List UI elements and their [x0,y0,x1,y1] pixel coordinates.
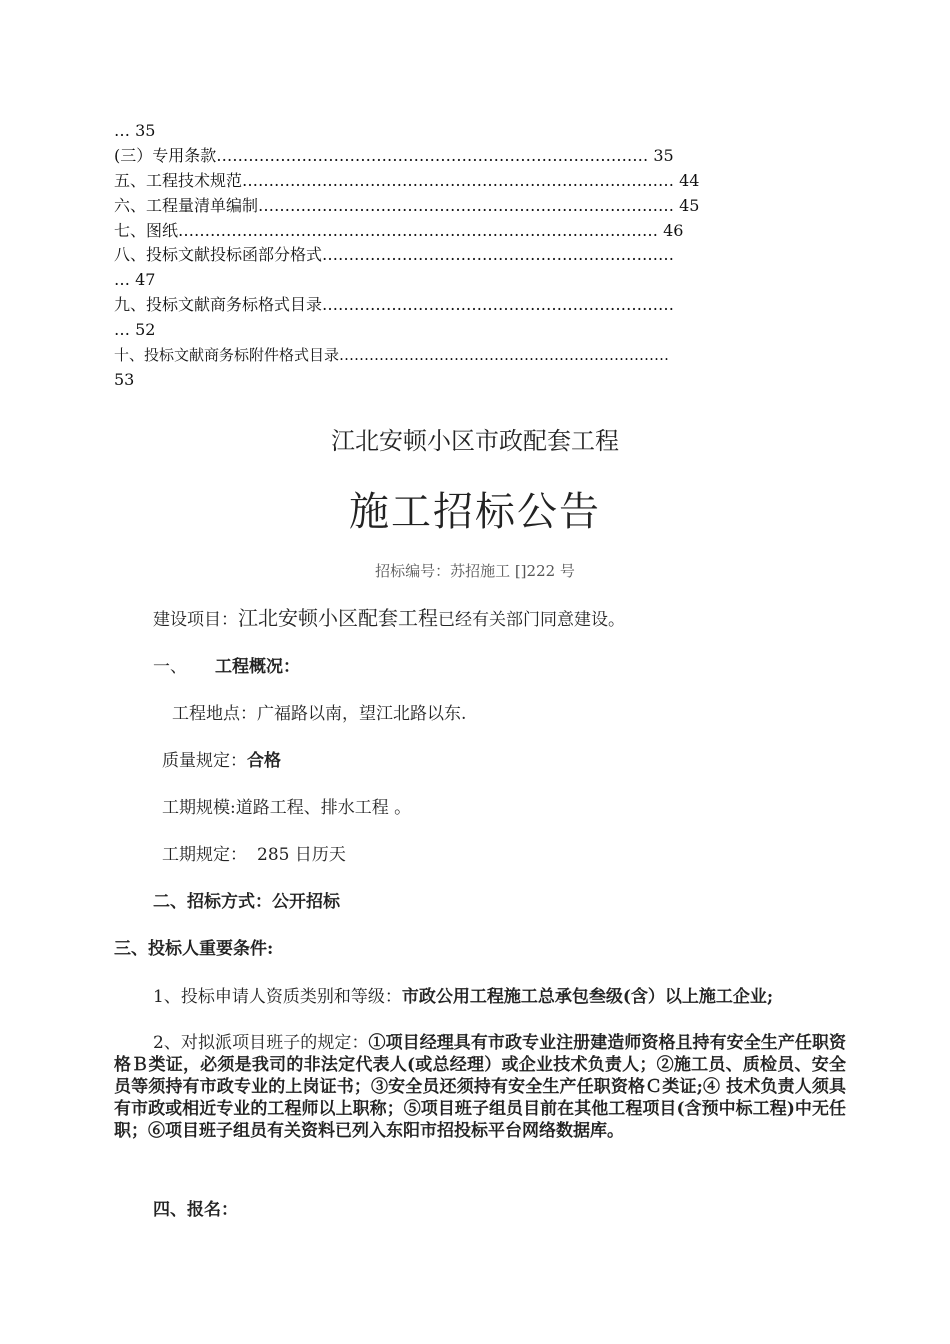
toc-line: … 35 [114,121,156,140]
period-value: 285 日历天 [257,845,346,865]
toc-line: 五、工程技术规范……………………………………………………………………… 44 [114,171,700,190]
quality-label: 质量规定： [162,751,247,771]
notice-title: 施工招标公告 [349,489,601,535]
scale-value: 道路工程、排水工程 。 [235,798,412,818]
toc-line: (三）专用条款……………………………………………………………………… 35 [114,146,674,165]
toc-line: 七、图纸……………………………………………………………………………… 46 [114,221,684,240]
condition-2-label: 2、对拟派项目班子的规定： [153,1033,369,1053]
section-4-heading: 四、报名： [153,1200,238,1220]
condition-1-label: 1、投标申请人资质类别和等级： [153,987,402,1007]
intro-project-name: 江北安顿小区配套工程 [238,606,438,630]
condition-2 [114,1032,846,1142]
section-2-heading: 二、招标方式：公开招标 [153,892,340,912]
period-row [162,844,346,866]
condition-2-value: ①项目经理具有市政专业注册建造师资格且持有安全生产任职资格Ｂ类证，必须是我司的非法定代表人(或总经理）或企业技术负责人；②施工员、质检员、安全员等须持有市政专业的上岗证书；③安全员还须持有安全生产任职资格Ｃ类证;④ 技术负责人须具有市政或相近专业的工程师以上职称；⑤项目班子组员目前在其他工程项目(含预中标工程)中无任职；⑥项目班子组员有关资料已列入东阳市招投标平台网络数据库。 [114,1033,846,1141]
condition-1 [153,986,773,1008]
quality-row [162,750,281,772]
intro-suffix: 已经有关部门同意建设。 [438,610,625,630]
intro-prefix: 建设项目： [153,610,238,630]
toc-line: … 52 [114,320,156,339]
section-3-heading: 三、投标人重要条件: [114,939,274,959]
toc-line: 53 [114,370,135,389]
scale-label: 工期规模: [162,798,236,818]
tender-code: 招标编号：苏招施工 []222 号 [375,562,575,580]
toc-line: 八、投标文献投标函部分格式………………………………………………………… [114,245,675,264]
intro-paragraph [153,607,625,631]
quality-value: 合格 [247,751,281,771]
site-value: 广福路以南，望江北路以东. [257,704,467,724]
site-label: 工程地点： [172,704,257,724]
toc-line: 九、投标文献商务标格式目录………………………………………………………… [114,295,675,314]
toc-line: 六、工程量清单编制…………………………………………………………………… 45 [114,196,700,215]
condition-1-value: 市政公用工程施工总承包叁级(含）以上施工企业; [401,987,774,1007]
section-1-title: 工程概况： [215,657,300,677]
section-1-number: 一、 [153,657,187,677]
period-label: 工期规定： [162,845,247,865]
site-row [172,703,466,725]
scale-row [162,797,411,819]
toc-line: 十、投标文献商务标附件格式目录………………………………………………………… [114,346,670,364]
toc-line: … 47 [114,270,156,289]
project-heading: 江北安顿小区市政配套工程 [331,427,619,455]
